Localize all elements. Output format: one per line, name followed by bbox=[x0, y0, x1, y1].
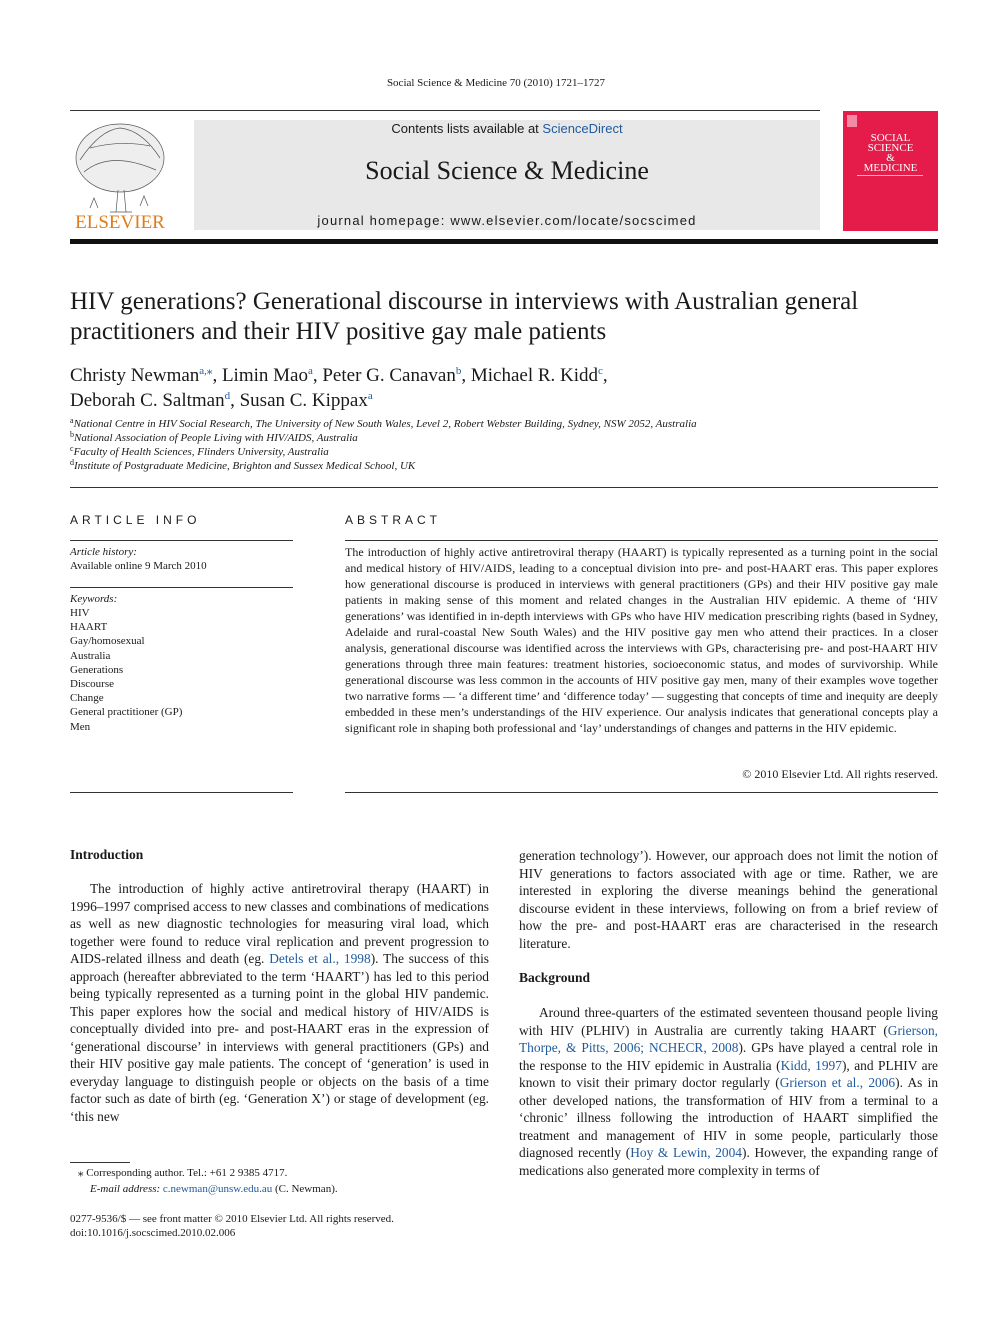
cover-title-line: MEDICINE bbox=[863, 162, 918, 174]
affiliation-rule bbox=[70, 487, 938, 488]
email-link[interactable]: c.newman@unsw.edu.au bbox=[162, 1183, 273, 1195]
keyword: Australia bbox=[70, 649, 111, 662]
keywords-list bbox=[70, 606, 293, 734]
footnote-rule bbox=[70, 1162, 130, 1163]
sciencedirect-link[interactable]: ScienceDirect bbox=[542, 121, 623, 136]
citation-link[interactable]: Detels et al., 1998 bbox=[269, 951, 371, 966]
citation-link[interactable]: Hoy & Lewin, 2004 bbox=[630, 1145, 742, 1160]
author-affiliation-marker: a bbox=[307, 365, 313, 377]
header-thick-rule bbox=[70, 239, 938, 244]
author-affiliation-marker: a,⁎ bbox=[199, 365, 213, 377]
affiliation: $^b$National Association of People Living with HIV/AIDS, Australia bbox=[70, 430, 358, 444]
author-name: Peter G. Canavan bbox=[322, 365, 456, 386]
elsevier-logo[interactable] bbox=[70, 120, 170, 232]
author-name: Susan C. Kippax bbox=[239, 390, 368, 411]
journal-name: Social Science & Medicine bbox=[365, 156, 649, 185]
affiliation: $^c$Faculty of Health Sciences, Flinders University, Australia bbox=[70, 444, 329, 458]
introduction-paragraph: The introduction of highly active antiretroviral therapy (HAART) in 1996–1997 comprised access to new classes and combinations of medications as well as new diagnostic technologies for measuring viral load, which together were found to reduce viral replication and prevent progression to AIDS-related illness and death (eg. Detels et al., 1998). The success of this approach (hereafter abbreviated to the term ‘HAART’) has led to this period being typically represented as a turning point in the global HIV pandemic. This paper explores how the social and medical history of HIV/AIDS is conceptually divided into pre- and post-HAART eras in the expression of ‘generational discourse’ in interviews with general practitioners (GPs) and their HIV positive gay male patients. The concept of ‘generation’ is used in everyday language to distinguish people or objects on the basis of a time factor such as date of birth (eg. ‘Generation X’) or stage of development (eg. ‘this new bbox=[70, 881, 489, 1124]
author-affiliation-marker: b bbox=[455, 365, 462, 377]
issn-line: 0277-9536/$ — see front matter © 2010 Elsevier Ltd. All rights reserved. bbox=[70, 1213, 394, 1225]
keyword: HIV bbox=[70, 607, 90, 619]
introduction-heading: Introduction bbox=[70, 847, 144, 862]
journal-homepage[interactable]: journal homepage: www.elsevier.com/locate/socscimed bbox=[317, 213, 697, 228]
author-affiliation-marker: d bbox=[224, 390, 231, 402]
keyword: Gay/homosexual bbox=[70, 635, 145, 648]
email-label: E-mail address: bbox=[90, 1183, 163, 1195]
background-heading: Background bbox=[519, 970, 591, 985]
author-name: Limin Mao bbox=[221, 365, 308, 386]
cover-divider bbox=[857, 175, 923, 176]
keyword: Discourse bbox=[70, 678, 114, 691]
history-value: Available online 9 March 2010 bbox=[70, 560, 207, 572]
keywords-rule bbox=[70, 587, 293, 588]
citation-link[interactable]: Kidd, 1997 bbox=[780, 1057, 842, 1073]
keyword: Generations bbox=[70, 663, 124, 676]
author-name: Deborah C. Saltman bbox=[70, 390, 225, 411]
keyword: General practitioner (GP) bbox=[70, 706, 183, 719]
article-info-label: ARTICLE INFO bbox=[70, 513, 201, 527]
abstract-bottom-rule bbox=[345, 792, 938, 793]
cover-title bbox=[843, 133, 938, 173]
journal-cover[interactable] bbox=[843, 111, 938, 231]
article-title: HIV generations? Generational discourse in interviews with Australian general practitioners and their HIV positive gay male patients bbox=[70, 288, 859, 345]
publisher-wordmark: ELSEVIER bbox=[75, 212, 165, 232]
keyword: Change bbox=[70, 692, 104, 705]
author-affiliation-marker: c bbox=[598, 365, 603, 377]
citation-link[interactable]: Grierson et al., 2006 bbox=[779, 1075, 896, 1090]
cover-tree-icon bbox=[847, 115, 857, 127]
article-info-rule bbox=[70, 540, 293, 541]
background-paragraph: Around three-quarters of the estimated seventeen thousand people living with HIV (PLHIV) in Australia are currently taking HAART (Grierson, Thorpe, & Pitts, 2006; NCHECR, 2008). GPs have played a central role in the response to the HIV epidemic in Australia (Kidd, 1997), and PLHIV are known to visit their primary doctor regularly (Grierson et al., 2006). As in other developed nations, the transformation of HIV from a terminal to a ‘chronic’ illness following the introduction of HAART simplified the treatment and management of HIV in some people, particularly those diagnosed recently (Hoy & Lewin, 2004). However, the expanding range of medications also generated more complexity in terms of bbox=[519, 1005, 939, 1178]
contents-line bbox=[194, 121, 820, 136]
abstract-text: The introduction of highly active antiretroviral therapy (HAART) is typically represented as a turning point in the social and medical history of HIV/AIDS, leading to a conceptual division into pre- and post-HAART eras. This paper explores how generational discourse is produced in interviews with general practitioners (GPs) and their HIV positive gay male patients in making sense of this moment and related changes in the Australian HIV epidemic. A theme of ‘HIV generations’ was identified in in-depth interviews with GPs who have HIV medication prescribing rights (based in Sydney, Adelaide and rural-coastal New South Wales) and the HIV positive gay men who attend their practices. In a closer analysis, generational discourse was identified across the interviews with GPs, characterising pre- and post-HAART HIV generations through three main features: treatment histories, socioeconomic status, and modes of survivorship. While generational discourse was less common in the accounts of HIV positive gay men, many of their examples wove together two narrative forms — ‘a different time’ and ‘difference today’ — suggesting that concepts of time and inequity are deeply embedded in these men’s understandings of the HIV experience. Our analysis indicates that generational concepts play a significant role in shaping both professional and ‘lay’ understandings of changes and patterns in the HIV epidemic. bbox=[345, 545, 938, 735]
cover-title-line: & bbox=[886, 152, 895, 164]
article-info-bottom-rule bbox=[70, 792, 293, 793]
abstract-label: ABSTRACT bbox=[345, 513, 442, 527]
affiliation: $^a$National Centre in HIV Social Research, The University of New South Wales, Level 2, Robert Webster Building, Sydney, NSW 2052, Australia bbox=[70, 416, 697, 430]
author-list: Christy Newman$^{a,⁎}$, Limin Mao$^a$, Peter G. Canavan$^b$, Michael R. Kidd$^c$, Deborah C. Saltman$^d$, Susan C. Kippax$^a$ bbox=[70, 365, 608, 411]
author-name: Christy Newman bbox=[70, 365, 200, 386]
author-name: Michael R. Kidd bbox=[470, 365, 599, 386]
keyword: Men bbox=[70, 720, 91, 733]
elsevier-tree-icon bbox=[70, 120, 170, 232]
cover-title-line: SOCIAL bbox=[870, 132, 911, 144]
abstract-rule bbox=[345, 540, 938, 541]
doi-line[interactable]: doi:10.1016/j.socscimed.2010.02.006 bbox=[70, 1227, 236, 1239]
corresponding-author-note: ⁎ Corresponding author. Tel.: +61 2 9385 4717. bbox=[78, 1167, 288, 1179]
email-note: E-mail address: c.newman@unsw.edu.au (C. Newman). bbox=[90, 1183, 338, 1195]
journal-citation: Social Science & Medicine 70 (2010) 1721–1727 bbox=[386, 77, 606, 89]
affiliation: $^d$Institute of Postgraduate Medicine, Brighton and Sussex Medical School, UK bbox=[70, 458, 416, 472]
keywords-label: Keywords: bbox=[70, 593, 118, 605]
introduction-paragraph-continued: generation technology’). However, our approach does not limit the notion of HIV generations to factors associated with age or time. Rather, we are interested in exploring the diverse meanings behind the generational discourse evident in these interviews, following on from a brief review of how the pre- and post-HAART eras are characterised in the research literature. bbox=[519, 848, 938, 951]
cover-title-line: SCIENCE bbox=[867, 142, 914, 154]
keyword: HAART bbox=[70, 621, 108, 634]
abstract-copyright: © 2010 Elsevier Ltd. All rights reserved. bbox=[742, 767, 938, 781]
author-affiliation-marker: a bbox=[367, 390, 373, 402]
history-label: Article history: bbox=[70, 546, 137, 558]
contents-prefix: Contents lists available at bbox=[391, 121, 543, 136]
citation-link[interactable]: Grierson, Thorpe, & Pitts, 2006; NCHECR, 2008 bbox=[519, 1022, 938, 1055]
header-rule bbox=[70, 110, 820, 111]
